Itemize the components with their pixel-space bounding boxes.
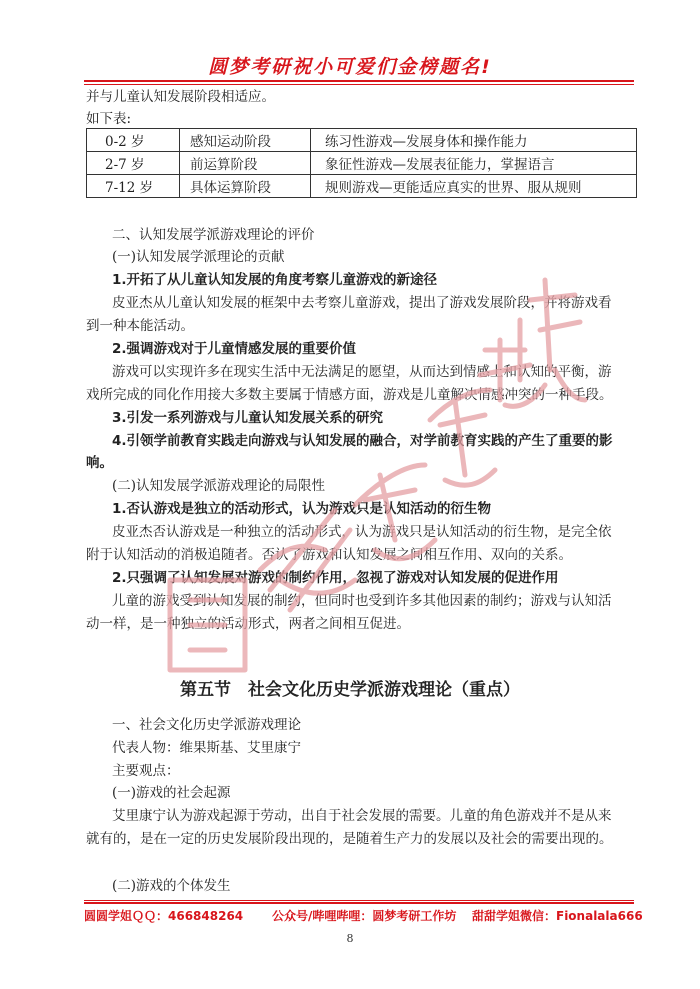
stage-cell: 具体运算阶段 [180, 175, 311, 198]
heading-2: 一、社会文化历史学派游戏理论 [112, 717, 301, 733]
game-type-cell: 规则游戏—更能适应真实的世界、服从规则 [311, 175, 637, 198]
heading-2: 二、认知发展学派游戏理论的评价 [112, 227, 315, 243]
age-cell: 7-12 岁 [87, 175, 180, 198]
point-heading: 4.引领学前教育实践走向游戏与认知发展的融合，对学前教育实践的产生了重要的影 [112, 433, 613, 449]
paragraph-line: 附于认知活动的消极追随者。否认了游戏和认知发展之间相互作用、双向的关系。 [86, 547, 572, 563]
paragraph-line: 到一种本能活动。 [86, 318, 194, 334]
paragraph-line: 儿童的游戏受到认知发展的制约，但同时也受到许多其他因素的制约；游戏与认知活 [112, 593, 612, 609]
paragraph-line: 游戏可以实现许多在现实生活中无法满足的愿望，从而达到情感上和认知的平衡，游 [112, 364, 612, 380]
section-title: 第五节 社会文化历史学派游戏理论（重点） [180, 680, 520, 700]
age-cell: 0-2 岁 [87, 129, 180, 152]
heading-3: (二)游戏的个体发生 [112, 878, 231, 894]
footer-rule [84, 902, 634, 904]
point-heading: 1.否认游戏是独立的活动形式，认为游戏只是认知活动的衍生物 [112, 501, 492, 517]
footer-wechat-contact: 甜甜学姐微信：Fionalala666 [472, 909, 643, 923]
footer-public-account: 公众号/哔哩哔哩：圆梦考研工作坊 [272, 909, 457, 923]
point-heading-continuation: 响。 [86, 455, 113, 471]
development-stage-table [86, 128, 637, 198]
heading-3: (一)游戏的社会起源 [112, 785, 231, 801]
paragraph-line: 皮亚杰否认游戏是一种独立的活动形式，认为游戏只是认知活动的衍生物，是完全依 [112, 524, 612, 540]
game-type-cell: 象征性游戏—发展表征能力，掌握语言 [311, 152, 637, 175]
header-rule-thin [84, 84, 634, 85]
point-heading: 1.开拓了从儿童认知发展的角度考察儿童游戏的新途径 [112, 272, 438, 288]
table-row [87, 175, 637, 198]
paragraph-line: 动一样，是一种独立的活动形式，两者之间相互促进。 [86, 616, 410, 632]
paragraph-line: 主要观点： [112, 763, 180, 779]
paragraph-line: 戏所完成的同化作用接大多数主要属于情感方面，游戏是儿童解决情感冲突的一种手段。 [86, 387, 613, 403]
heading-3: (二)认知发展学派游戏理论的局限性 [112, 478, 326, 494]
stage-cell: 感知运动阶段 [180, 129, 311, 152]
age-cell: 2-7 岁 [87, 152, 180, 175]
table-row [87, 129, 637, 152]
game-type-cell: 练习性游戏—发展身体和操作能力 [311, 129, 637, 152]
point-heading: 3.引发一系列游戏与儿童认知发展关系的研究 [112, 410, 384, 426]
paragraph-line: 代表人物：维果斯基、艾里康宁 [112, 740, 301, 756]
point-heading: 2.强调游戏对于儿童情感发展的重要价值 [112, 341, 357, 357]
table-row [87, 152, 637, 175]
header-title: 圆梦考研祝小可爱们金榜题名! [208, 56, 492, 78]
point-heading: 2.只强调了认知发展对游戏的制约作用，忽视了游戏对认知发展的促进作用 [112, 570, 559, 586]
page-number: 8 [346, 932, 354, 945]
heading-3: (一)认知发展学派理论的贡献 [112, 249, 285, 265]
paragraph-line: 如下表: [86, 111, 132, 127]
paragraph-line: 就有的，是在一定的历史发展阶段出现的，是随着生产力的发展以及社会的需要出现的。 [86, 831, 613, 847]
paragraph-line: 并与儿童认知发展阶段相适应。 [86, 89, 275, 105]
footer-qq-contact: 圆圆学姐ＱＱ：466848264 [84, 909, 244, 923]
footer-rule-thin [84, 900, 634, 901]
paragraph-line: 艾里康宁认为游戏起源于劳动，出自于社会发展的需要。儿童的角色游戏并不是从来 [112, 808, 612, 824]
stage-cell: 前运算阶段 [180, 152, 311, 175]
header-rule [84, 80, 634, 82]
paragraph-line: 皮亚杰从儿童认知发展的框架中去考察儿童游戏，提出了游戏发展阶段，并将游戏看 [112, 295, 612, 311]
